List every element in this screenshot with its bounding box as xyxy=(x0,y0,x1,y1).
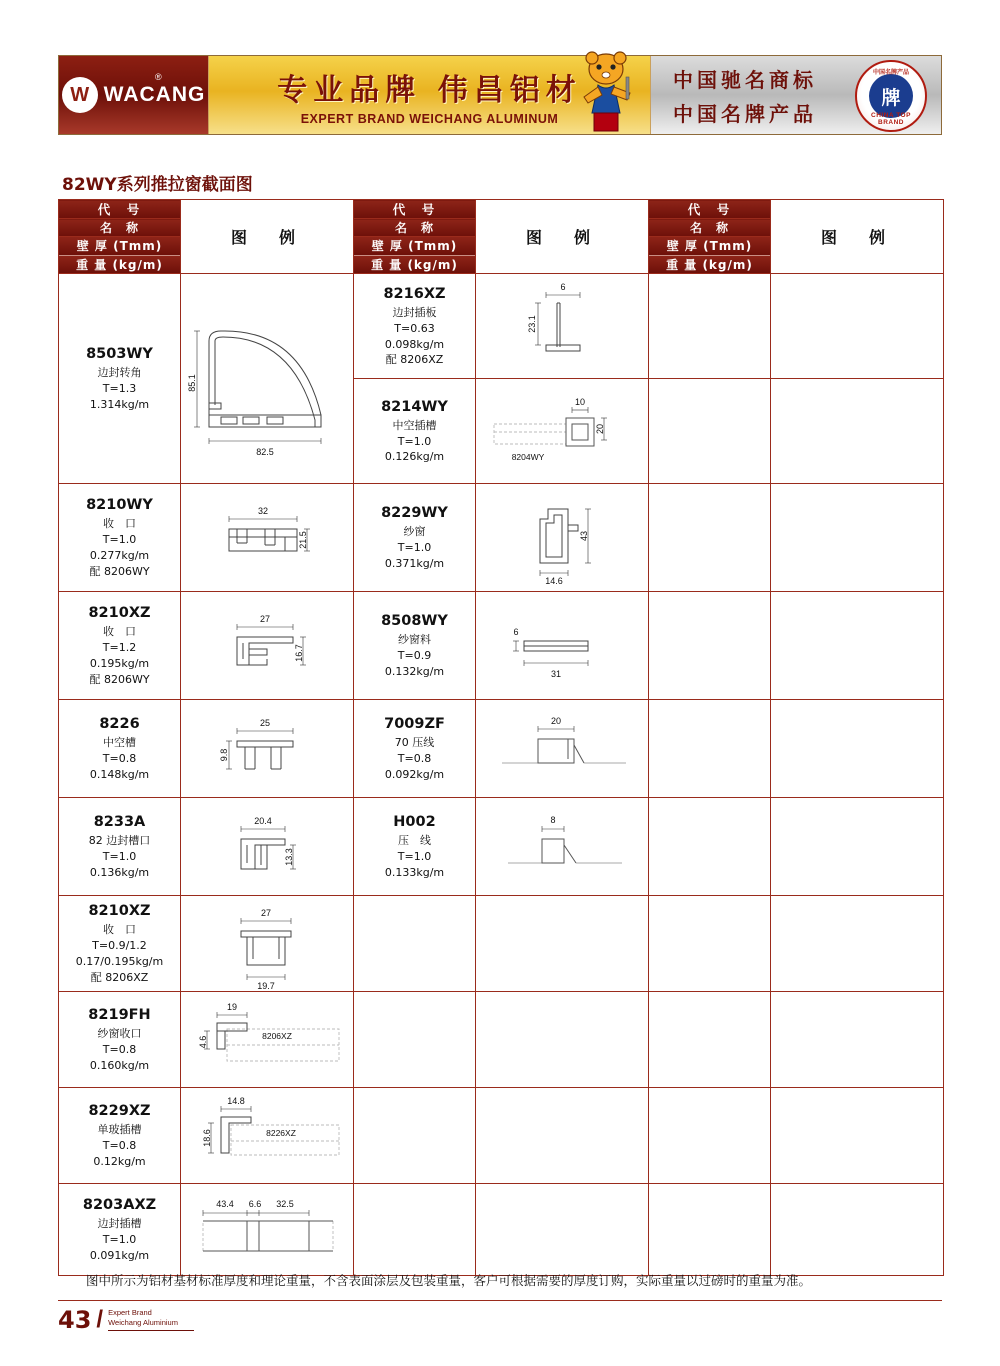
profile-code: H002 xyxy=(393,814,436,831)
profile-weight: 0.195kg/m xyxy=(89,657,150,670)
svg-text:20: 20 xyxy=(550,715,562,726)
profile-weight: 1.314kg/m xyxy=(89,397,150,411)
svg-text:9.8: 9.8 xyxy=(219,748,229,761)
profile-figure-cell xyxy=(181,592,354,700)
table-row xyxy=(59,992,944,1088)
profile-code-cell-empty xyxy=(354,1184,476,1276)
screen-closure-icon xyxy=(181,993,353,1087)
seal-top-text: 中国名牌产品 xyxy=(872,70,909,76)
profile-figure-cell-empty xyxy=(476,1184,649,1276)
profile-code-cell xyxy=(354,274,476,379)
profile-weight: 0.371kg/m xyxy=(384,556,445,570)
svg-text:21.5: 21.5 xyxy=(298,530,308,549)
table-row xyxy=(59,896,944,992)
header-thickness-2: 壁 厚 (Tmm) xyxy=(354,237,475,255)
header-weight-1: 重 量 (kg/m) xyxy=(59,255,180,273)
footnote-text: 图中所示为铝材基材标准厚度和理论重量，不含表面涂层及包装重量，客户可根据需要的厚度订购，实际重量以过磅时的重量为准。 xyxy=(86,1273,812,1288)
profile-figure-cell xyxy=(476,484,649,592)
profile-match: 配 8206WY xyxy=(89,672,150,686)
profile-match: 配 8206XZ xyxy=(90,970,149,984)
svg-text:32: 32 xyxy=(257,505,269,516)
profile-figure-cell-empty xyxy=(771,700,944,798)
profile-code-cell-empty xyxy=(649,274,771,379)
mascot-icon xyxy=(568,47,644,139)
header-figure-2: 图 例 xyxy=(476,200,649,274)
svg-text:25: 25 xyxy=(259,717,271,728)
svg-text:19: 19 xyxy=(226,1001,238,1012)
profile-code-cell xyxy=(59,484,181,592)
profile-name: 82 边封槽口 xyxy=(88,834,151,848)
profile-name: 边封插槽 xyxy=(97,1217,142,1231)
profile-figure-cell xyxy=(476,700,649,798)
svg-text:14.6: 14.6 xyxy=(545,575,563,586)
profile-figure-cell-empty xyxy=(771,798,944,896)
header-code-3: 代 号 xyxy=(649,200,771,219)
svg-text:8204WY: 8204WY xyxy=(511,451,545,462)
edge-plate-icon xyxy=(476,275,648,378)
svg-text:82.5: 82.5 xyxy=(256,446,274,457)
profile-figure-cell-empty xyxy=(476,992,649,1088)
profile-match: 配 8206XZ xyxy=(385,353,444,367)
footer-brand-rule xyxy=(108,1330,194,1331)
award-block xyxy=(651,56,941,134)
profile-weight: 0.091kg/m xyxy=(89,1248,150,1262)
profile-code-cell-empty xyxy=(649,798,771,896)
closure-profile-icon xyxy=(181,485,353,591)
profile-weight: 0.12kg/m xyxy=(93,1154,146,1168)
award-line-1: 中国驰名商标 xyxy=(673,67,817,92)
profile-thickness: T=1.0 xyxy=(397,850,432,864)
profile-thickness: T=1.0 xyxy=(397,434,432,448)
profile-figure-cell xyxy=(181,798,354,896)
svg-text:43.4: 43.4 xyxy=(216,1198,234,1209)
profile-figure-cell-empty xyxy=(771,1088,944,1184)
table-row xyxy=(59,1184,944,1276)
header-banner xyxy=(58,55,942,135)
profile-code-cell-empty xyxy=(649,700,771,798)
profile-thickness: T=0.8 xyxy=(102,752,137,766)
slogan-chinese: 专业品牌 伟昌铝材 xyxy=(277,72,582,108)
profile-weight: 0.148kg/m xyxy=(89,767,150,781)
profile-name: 收 口 xyxy=(103,625,136,639)
profile-thickness: T=0.8 xyxy=(102,1139,137,1153)
profile-code-cell xyxy=(59,798,181,896)
profile-code-cell-empty xyxy=(649,1088,771,1184)
profile-code-cell xyxy=(59,700,181,798)
profile-figure-cell xyxy=(181,1088,354,1184)
profile-weight: 0.092kg/m xyxy=(384,767,445,781)
profile-code-cell xyxy=(59,896,181,992)
svg-text:8206XZ: 8206XZ xyxy=(262,1030,292,1041)
header-weight-2: 重 量 (kg/m) xyxy=(354,255,475,273)
page-number: 43 xyxy=(58,1306,92,1334)
header-spec-cell-1 xyxy=(59,237,181,274)
profile-weight: 0.098kg/m xyxy=(384,337,445,351)
seal-center-text: 牌 xyxy=(869,74,913,118)
bead-70-icon xyxy=(476,701,648,797)
svg-text:20: 20 xyxy=(595,423,605,434)
svg-text:20.4: 20.4 xyxy=(254,815,272,826)
svg-text:27: 27 xyxy=(259,613,271,624)
footer-brand-line-1: Expert Brand xyxy=(108,1307,152,1317)
svg-text:27: 27 xyxy=(260,907,272,918)
svg-text:13.3: 13.3 xyxy=(284,847,294,866)
header-code-2: 代 号 xyxy=(354,200,476,219)
header-figure-1: 图 例 xyxy=(181,200,354,274)
profile-code-cell xyxy=(354,700,476,798)
footer-brand xyxy=(108,1308,194,1334)
profile-figure-cell-empty xyxy=(476,896,649,992)
table-header-row-code xyxy=(59,200,944,219)
table-row xyxy=(59,484,944,592)
table-row xyxy=(59,1088,944,1184)
profile-code-cell-empty xyxy=(649,592,771,700)
profile-figure-cell-empty xyxy=(771,992,944,1088)
profile-name: 压 线 xyxy=(398,834,431,848)
profile-code: 8226 xyxy=(99,716,140,733)
brand-logo xyxy=(59,56,209,134)
screen-bar-icon xyxy=(476,593,648,699)
profile-figure-cell-empty xyxy=(771,592,944,700)
closure-profile-3-icon xyxy=(181,897,353,991)
logo-text: WACANG xyxy=(103,83,206,106)
header-name-1: 名 称 xyxy=(59,219,181,237)
closure-profile-2-icon xyxy=(181,593,353,699)
header-thickness-3: 壁 厚 (Tmm) xyxy=(649,237,770,255)
page-title: 82WY系列推拉窗截面图 xyxy=(62,175,253,195)
profile-name: 边封转角 xyxy=(97,366,142,380)
profile-code-cell-empty xyxy=(649,1184,771,1276)
trademark-symbol: ® xyxy=(155,72,162,82)
hollow-slot-icon xyxy=(181,701,353,797)
profile-figure-cell xyxy=(476,798,649,896)
hollow-insert-icon xyxy=(476,380,648,483)
china-top-brand-seal-icon xyxy=(855,60,927,132)
profile-thickness: T=0.8 xyxy=(397,752,432,766)
profile-code: 8503WY xyxy=(86,346,153,363)
profile-code-cell xyxy=(59,592,181,700)
svg-text:6.6: 6.6 xyxy=(248,1198,262,1209)
profile-code: 8210XZ xyxy=(88,605,151,622)
profile-weight: 0.160kg/m xyxy=(89,1058,150,1072)
svg-text:16.7: 16.7 xyxy=(294,643,304,662)
footer-brand-line-2: Weichang Aluminium xyxy=(108,1317,178,1327)
table-row xyxy=(59,700,944,798)
header-name-3: 名 称 xyxy=(649,219,771,237)
profile-figure-cell-empty xyxy=(476,1088,649,1184)
table-row xyxy=(59,592,944,700)
profile-code: 8210XZ xyxy=(88,903,151,920)
header-code-1: 代 号 xyxy=(59,200,181,219)
profile-weight: 0.136kg/m xyxy=(89,865,150,879)
profile-code: 8219FH xyxy=(88,1007,151,1024)
profile-thickness: T=1.3 xyxy=(102,382,137,396)
svg-text:31: 31 xyxy=(550,668,562,679)
corner-profile-icon xyxy=(181,275,353,483)
profile-weight: 0.17/0.195kg/m xyxy=(75,955,164,968)
profile-figure-cell xyxy=(181,992,354,1088)
seal-bottom-text: CHINA TOP BRAND xyxy=(871,112,911,126)
profile-figure-cell xyxy=(181,484,354,592)
profile-name: 70 压线 xyxy=(394,736,435,750)
svg-text:43: 43 xyxy=(579,530,589,541)
page-slash: / xyxy=(96,1306,104,1333)
logo-mark-icon: W xyxy=(62,77,98,113)
profile-thickness: T=0.9 xyxy=(397,649,432,663)
svg-text:8226XZ: 8226XZ xyxy=(266,1127,296,1138)
profile-name: 中空插槽 xyxy=(392,418,437,432)
profile-name: 边封插板 xyxy=(392,305,437,319)
single-glass-slot-icon xyxy=(181,1089,353,1183)
header-spec-cell-3 xyxy=(649,237,771,274)
profile-name: 收 口 xyxy=(103,517,136,531)
award-line-2: 中国名牌产品 xyxy=(673,101,817,126)
profile-code-cell-empty xyxy=(649,896,771,992)
profile-code: 8229XZ xyxy=(88,1103,151,1120)
svg-text:10: 10 xyxy=(574,396,586,407)
profile-code-cell xyxy=(354,379,476,484)
profile-figure-cell xyxy=(181,274,354,484)
profile-code: 8214WY xyxy=(381,398,448,415)
profile-code: 8210WY xyxy=(86,497,153,514)
profile-thickness: T=0.63 xyxy=(394,321,435,335)
svg-text:6: 6 xyxy=(513,626,519,637)
slogan-english: EXPERT BRAND WEICHANG ALUMINUM xyxy=(300,111,559,126)
profile-code: 8229WY xyxy=(381,505,448,522)
profile-code-cell-empty xyxy=(354,992,476,1088)
svg-text:18.6: 18.6 xyxy=(202,1128,212,1147)
header-thickness-1: 壁 厚 (Tmm) xyxy=(59,237,180,255)
profile-code-cell xyxy=(354,798,476,896)
svg-text:23.1: 23.1 xyxy=(527,314,537,333)
profile-code-cell xyxy=(59,992,181,1088)
svg-text:85.1: 85.1 xyxy=(187,373,197,392)
slogan-block xyxy=(209,56,651,134)
svg-text:8: 8 xyxy=(550,814,556,825)
profile-name: 纱窗 xyxy=(403,525,426,539)
profile-figure-cell xyxy=(476,274,649,379)
profile-name: 纱窗收口 xyxy=(97,1027,142,1041)
profile-figure-cell-empty xyxy=(771,274,944,379)
profile-code: 7009ZF xyxy=(384,716,445,733)
profile-code: 8203AXZ xyxy=(82,1197,157,1214)
profile-thickness: T=0.8 xyxy=(102,1043,137,1057)
profile-thickness: T=1.0 xyxy=(102,1233,137,1247)
profile-code-cell xyxy=(59,1088,181,1184)
profile-code-cell-empty xyxy=(354,1088,476,1184)
profile-code-cell-empty xyxy=(649,379,771,484)
profile-figure-cell xyxy=(476,379,649,484)
profile-code-cell-empty xyxy=(354,896,476,992)
profile-weight: 0.277kg/m xyxy=(89,549,150,562)
footer-divider xyxy=(58,1300,942,1301)
profile-code: 8233A xyxy=(93,814,146,831)
profile-weight: 0.126kg/m xyxy=(384,450,445,464)
svg-text:4.6: 4.6 xyxy=(198,1035,208,1048)
profile-figure-cell xyxy=(181,700,354,798)
header-figure-3: 图 例 xyxy=(771,200,944,274)
profile-code-cell xyxy=(59,274,181,484)
header-name-2: 名 称 xyxy=(354,219,476,237)
svg-text:14.8: 14.8 xyxy=(227,1095,245,1106)
edge-slot-icon xyxy=(181,799,353,895)
profile-name: 单玻插槽 xyxy=(97,1123,142,1137)
profile-thickness: T=1.0 xyxy=(102,850,137,864)
screen-frame-icon xyxy=(476,485,648,591)
svg-text:32.5: 32.5 xyxy=(276,1198,294,1209)
profile-thickness: T=1.0 xyxy=(102,533,137,547)
table-row xyxy=(59,274,944,379)
profile-figure-cell-empty xyxy=(771,1184,944,1276)
page-footer xyxy=(58,1306,194,1334)
edge-insert-slot-icon xyxy=(181,1185,353,1275)
header-spec-cell-2 xyxy=(354,237,476,274)
profile-thickness: T=1.2 xyxy=(102,641,137,655)
profile-thickness: T=0.9/1.2 xyxy=(92,939,147,953)
profile-name: 中空槽 xyxy=(103,736,136,750)
profile-name: 收 口 xyxy=(103,923,136,937)
profile-figure-cell xyxy=(181,896,354,992)
profile-figure-cell-empty xyxy=(771,484,944,592)
profile-figure-cell xyxy=(181,1184,354,1276)
bead-h002-icon xyxy=(476,799,648,895)
profile-weight: 0.132kg/m xyxy=(384,664,445,678)
profile-code-cell xyxy=(59,1184,181,1276)
svg-text:6: 6 xyxy=(560,281,566,292)
profile-table xyxy=(58,199,944,1276)
profile-code: 8216XZ xyxy=(383,285,446,302)
profile-name: 纱窗料 xyxy=(398,633,431,647)
profile-code-cell xyxy=(354,484,476,592)
profile-figure-cell xyxy=(476,592,649,700)
header-weight-3: 重 量 (kg/m) xyxy=(649,255,770,273)
profile-code: 8508WY xyxy=(381,613,448,630)
svg-text:19.7: 19.7 xyxy=(257,980,275,991)
profile-code-cell-empty xyxy=(649,992,771,1088)
profile-figure-cell-empty xyxy=(771,896,944,992)
table-row xyxy=(59,798,944,896)
profile-match: 配 8206WY xyxy=(89,564,150,578)
profile-code-cell-empty xyxy=(649,484,771,592)
profile-code-cell xyxy=(354,592,476,700)
profile-figure-cell-empty xyxy=(771,379,944,484)
profile-thickness: T=1.0 xyxy=(397,541,432,555)
profile-weight: 0.133kg/m xyxy=(384,865,445,879)
